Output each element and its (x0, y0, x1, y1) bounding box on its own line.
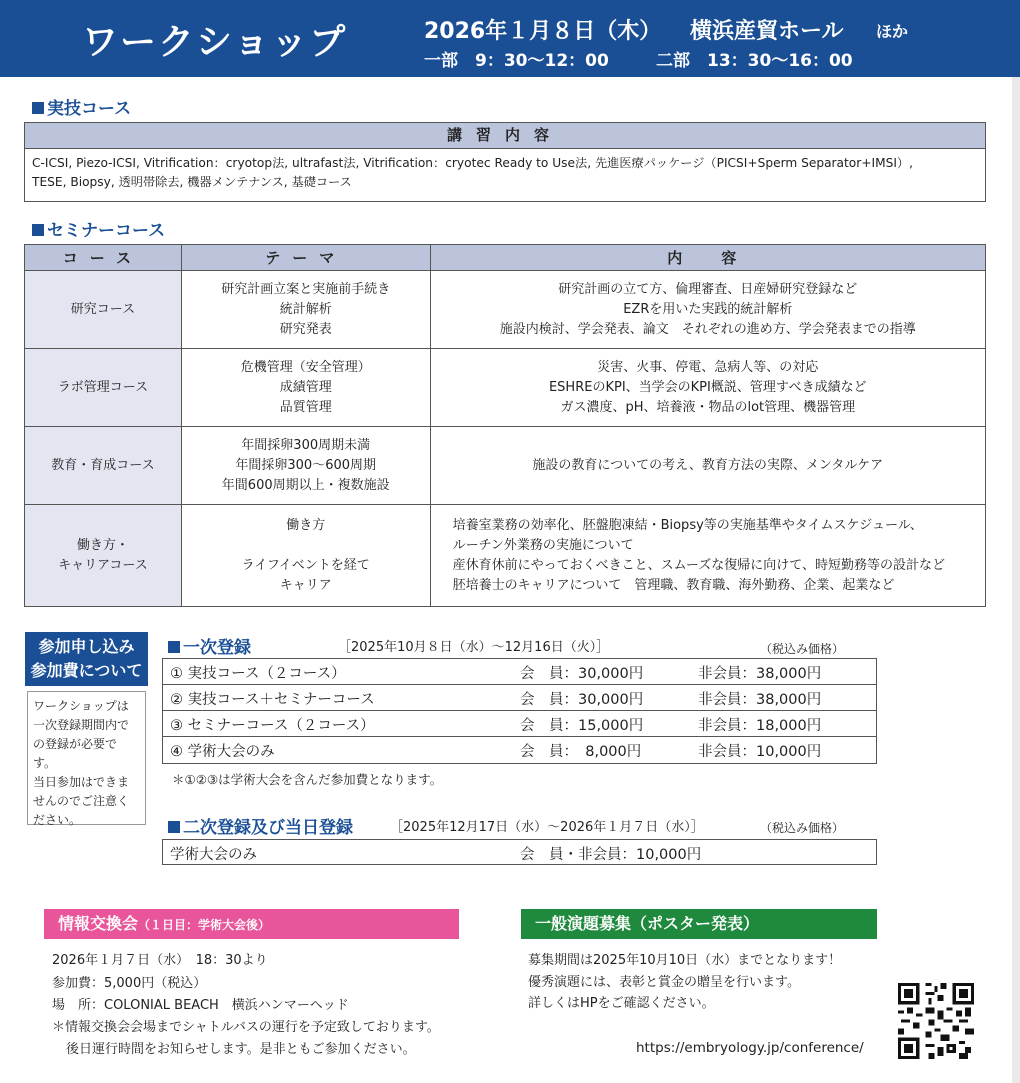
second-registration-price: 会 員・非会員：10,000円 (520, 847, 702, 863)
table-row: ② 実技コース＋セミナーコース 会 員：30,000円 非会員：38,000円 (163, 685, 876, 711)
session-1-time: 一部 9：30〜12：00 (424, 51, 609, 71)
registration-tag (25, 632, 148, 686)
course-name: 研究コース (25, 271, 182, 349)
practical-table (24, 122, 986, 202)
seminar-heading: セミナーコース (32, 216, 165, 241)
practical-content (25, 149, 985, 197)
session-2-time: 二部 13：30〜16：00 (656, 51, 853, 71)
second-registration-table (162, 839, 877, 865)
exchange-note: ＊情報交換会会場までシャトルバスの運行を予定致しております。 (52, 1020, 440, 1035)
second-registration-period: ［2025年12月17日（水）〜2026年１月７日（水）］ (390, 820, 704, 835)
col-content: 内 容 (430, 245, 985, 271)
qr-code-icon[interactable] (898, 983, 974, 1059)
event-venue: 横浜産貿ホール (690, 19, 844, 44)
venue-suffix: ほか (876, 22, 909, 41)
exchange-place: 場 所：COLONIAL BEACH 横浜ハンマーヘッド (52, 998, 349, 1013)
course-contents: 災害、火事、停電、急病人等、の対応 ESHREのKPI、当学会のKPI概説、管理すべき成績など ガス濃度、pH、培養液・物品のlot管理、機器管理 (430, 349, 985, 427)
poster-banner: 一般演題募集（ポスター発表） (521, 909, 877, 939)
course-name: 働き方・ キャリアコース (25, 505, 182, 607)
poster-line: 詳しくはHPをご確認ください。 (528, 996, 715, 1011)
poster-line: 募集期間は2025年10月10日（水）までとなります！ (528, 953, 842, 968)
practical-table-header: 講習内容 (25, 123, 985, 149)
registration-note: ワークショップは 一次登録期間内で の登録が必要です。 当日参加はできま せんのでご注意く ださい。 (27, 691, 146, 825)
table-row (25, 271, 986, 349)
table-row (25, 349, 986, 427)
practical-heading: 実技コース (32, 94, 131, 119)
course-themes: 研究計画立案と実施前手続き 統計解析 研究発表 (181, 271, 430, 349)
course-themes: 年間採卵300周期未満 年間採卵300〜600周期 年間600周期以上・複数施設 (181, 427, 430, 505)
table-row (25, 427, 986, 505)
second-registration-item: 学術大会のみ (170, 847, 257, 863)
table-row (25, 505, 986, 607)
col-theme: テーマ (181, 245, 430, 271)
tax-note: （税込み価格） (760, 821, 845, 835)
second-registration-heading: 二次登録及び当日登録 (168, 813, 353, 838)
course-contents: 研究計画の立て方、倫理審査、日産婦研究登録など EZRを用いた実践的統計解析 施設内検討、学会発表、論文 それぞれの進め方、学会発表までの指導 (430, 271, 985, 349)
conference-url[interactable]: https://embryology.jp/conference/ (636, 1040, 864, 1056)
page-edge (1012, 77, 1020, 1083)
header-banner (0, 0, 1020, 77)
exchange-banner (44, 909, 459, 939)
event-date: 2026年１月８日（木） (424, 19, 662, 44)
fee-footnote: ＊①②③は学術大会を含んだ参加費となります。 (172, 772, 443, 787)
exchange-title: 情報交換会 (58, 914, 139, 933)
table-row: ④ 学術大会のみ 会 員： 8,000円 非会員：10,000円 (170, 744, 822, 760)
first-registration-heading: 一次登録 (168, 633, 251, 658)
exchange-subtitle: （１日目：学術大会後） (138, 918, 271, 932)
poster-line: 優秀演題には、表彰と賞金の贈呈を行います。 (528, 975, 800, 990)
tax-note: （税込み価格） (760, 642, 845, 656)
exchange-fee: 参加費：5,000円（税込） (52, 976, 207, 991)
table-row: ① 実技コース（２コース） 会 員：30,000円 非会員：38,000円 (163, 659, 876, 685)
practical-content-line: C-ICSI, Piezo-ICSI, Vitrification：cryotop法, ultrafast法, Vitrification：cryotec Ready to Use法, 先進医療パッケージ（PICSI+Sperm Separator+IMSI）, (32, 156, 913, 170)
course-contents: 培養室業務の効率化、胚盤胞凍結・Biopsy等の実施基準やタイムスケジュール、 ルーチン外業務の実施について 産休育休前にやっておくべきこと、スムーズな復帰に向けて、時短勤務等の設計など 胚培養士のキャリアについて 管理職、教育職、海外勤務、企業、起業など (430, 505, 985, 607)
first-registration-table (162, 658, 877, 764)
seminar-table (24, 244, 986, 607)
exchange-date: 2026年１月７日（水） 18：30より (52, 953, 268, 968)
page-title: ワークショップ (82, 22, 348, 63)
course-themes: 危機管理（安全管理） 成績管理 品質管理 (181, 349, 430, 427)
col-course: コース (25, 245, 182, 271)
course-themes: 働き方 ライフイベントを経て キャリア (181, 505, 430, 607)
practical-content-line: TESE, Biopsy, 透明帯除去, 機器メンテナンス, 基礎コース (32, 175, 352, 189)
seminar-header-row (25, 245, 986, 271)
first-registration-period: ［2025年10月８日（水）〜12月16日（火）］ (338, 640, 610, 655)
course-contents: 施設の教育についての考え、教育方法の実際、メンタルケア (430, 427, 985, 505)
registration-tag-line: 参加費について (30, 661, 143, 680)
course-name: 教育・育成コース (25, 427, 182, 505)
exchange-note: 後日運行時間をお知らせします。是非ともご参加ください。 (66, 1042, 416, 1057)
course-name: ラボ管理コース (25, 349, 182, 427)
table-row: ③ セミナーコース（２コース） 会 員：15,000円 非会員：18,000円 (163, 711, 876, 737)
registration-tag-line: 参加申し込み (38, 637, 135, 656)
